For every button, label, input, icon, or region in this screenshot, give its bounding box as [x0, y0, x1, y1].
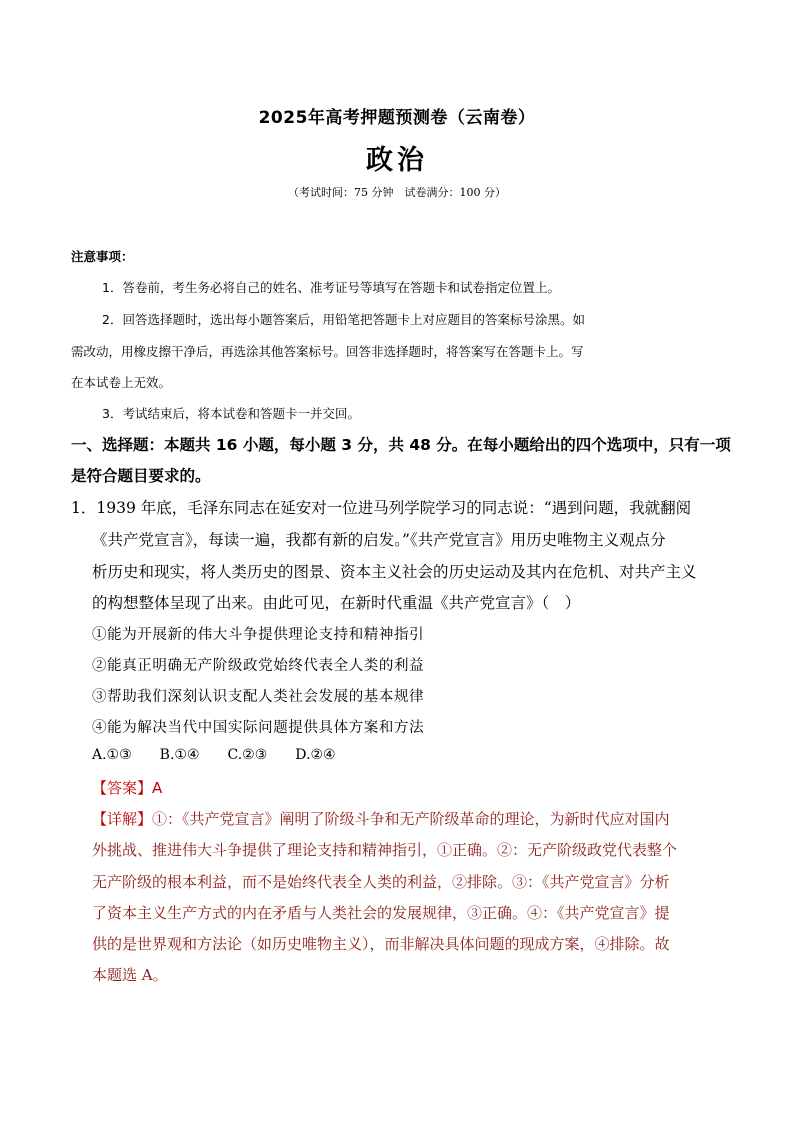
answer-tag: 【答案】	[92, 779, 153, 797]
explanation-line-2: 外挑战、推进伟大斗争提供了理论支持和精神指引，①正确。②：无产阶级政党代表整个	[92, 841, 678, 859]
explanation-line-5: 供的是世界观和方法论（如历史唯物主义），而非解决具体问题的现成方案，④排除。故	[92, 935, 670, 953]
statement-1: ①能为开展新的伟大斗争提供理论支持和精神指引	[92, 627, 425, 643]
question-1-stem-line-4: 的构想整体呈现了出来。由此可见，在新时代重温《共产党宣言》（ ）	[92, 594, 581, 612]
statement-2: ②能真正明确无产阶级政党始终代表全人类的利益	[92, 658, 425, 674]
statement-3: ③帮助我们深刻认识支配人类社会发展的基本规律	[92, 689, 425, 705]
choice-row	[92, 747, 364, 763]
note-item-2-line-1: 2．回答选择题时，选出每小题答案后，用铅笔把答题卡上对应题目的答案标号涂黑。如	[102, 312, 585, 327]
section-heading-line-1: 一、选择题：本题共 16 小题，每小题 3 分，共 48 分。在每小题给出的四个选项中，只有一项	[71, 436, 731, 454]
answer-line	[92, 777, 162, 798]
explanation-line-1	[92, 808, 670, 829]
section-heading-line-2: 是符合题目要求的。	[71, 467, 211, 485]
question-1-stem-line-3: 析历史和现实，将人类历史的图景、资本主义社会的历史运动及其内在危机、对共产主义	[92, 563, 697, 581]
explanation-line-3: 无产阶级的根本利益，而不是始终代表全人类的利益，②排除。③：《共产党宣言》分析	[92, 873, 670, 891]
note-item-1: 1．答卷前，考生务必将自己的姓名、准考证号等填写在答题卡和试卷指定位置上。	[102, 280, 560, 295]
choice-c: C.②③	[227, 747, 268, 763]
explanation-line-4: 了资本主义生产方式的内在矛盾与人类社会的发展规律，③正确。④：《共产党宣言》提	[92, 904, 670, 922]
explanation-tag: 【详解】	[92, 810, 153, 828]
explanation-line-6: 本题选 A。	[92, 966, 168, 984]
explanation-text-1: ①：《共产党宣言》阐明了阶级斗争和无产阶级革命的理论，为新时代应对国内	[152, 810, 670, 828]
subject-title: 政治	[366, 145, 428, 176]
answer-value: A	[152, 779, 163, 797]
note-item-2-line-3: 在本试卷上无效。	[71, 375, 172, 390]
choice-b: B.①④	[159, 747, 200, 763]
notes-heading: 注意事项：	[71, 249, 134, 264]
question-1-stem-line-1: 1．1939 年底，毛泽东同志在延安对一位进马列学院学习的同志说：“遇到问题，我就翻阅	[71, 499, 692, 517]
note-item-3: 3．考试结束后，将本试卷和答题卡一并交回。	[102, 406, 360, 421]
note-item-2-line-2: 需改动，用橡皮擦干净后，再选涂其他答案标号。回答非选择题时，将答案写在答题卡上。写	[71, 344, 584, 359]
exam-info: （考试时间：75 分钟 试卷满分：100 分）	[288, 186, 506, 199]
choice-d: D.②④	[295, 747, 336, 763]
choice-a: A.①③	[92, 747, 132, 763]
exam-title: 2025年高考押题预测卷（云南卷）	[258, 108, 536, 128]
question-1-stem-line-2: 《共产党宣言》，每读一遍，我都有新的启发。”《共产党宣言》用历史唯物主义观点分	[92, 531, 666, 549]
statement-4: ④能为解决当代中国实际问题提供具体方案和方法	[92, 720, 425, 736]
